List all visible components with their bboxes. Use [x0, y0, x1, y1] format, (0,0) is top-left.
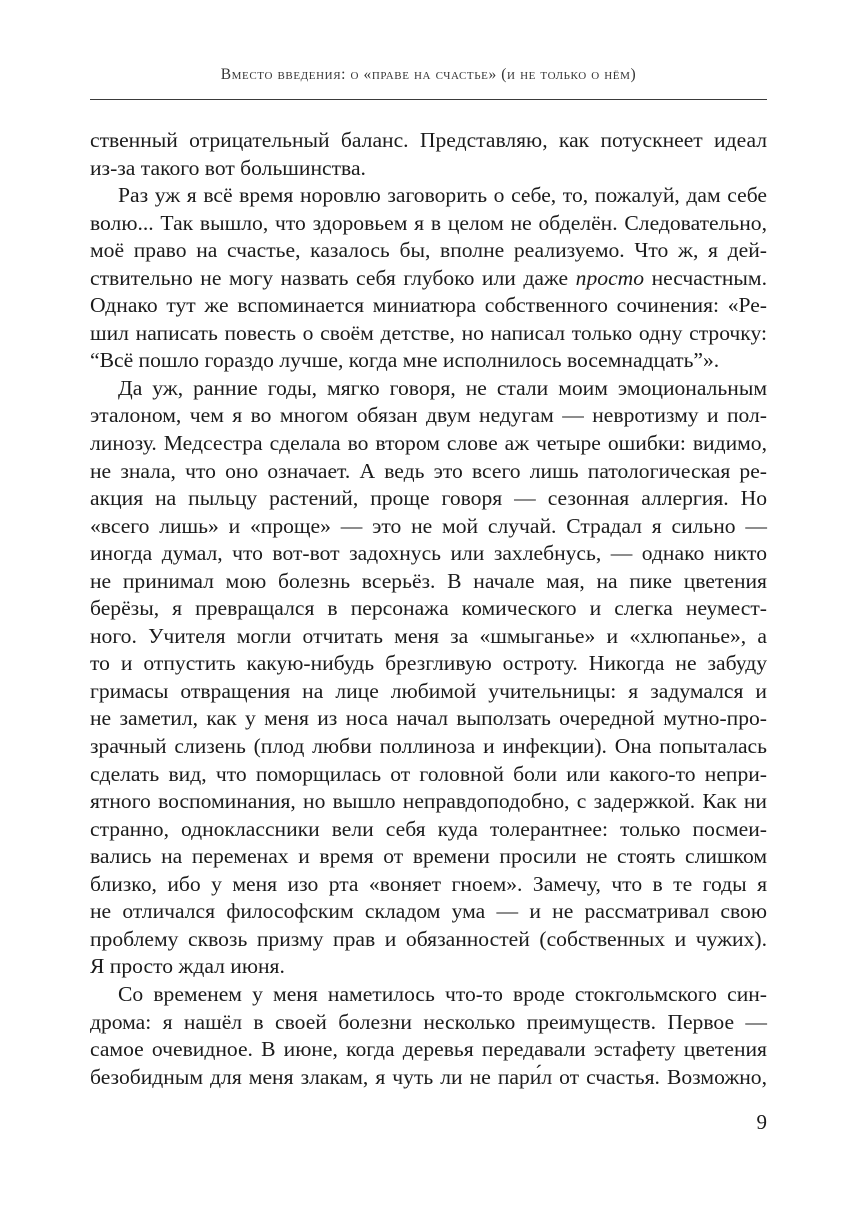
text-line: сделать вид, что поморщилась от головной боли или какого-то непри-: [90, 761, 767, 786]
text-line: то и отпустить какую-нибудь брезгливую остроту. Никогда не забуду: [90, 651, 767, 676]
body-text: [90, 127, 767, 1091]
text-line: моё право на счастье, казалось бы, вполне реализуемо. Что ж, я дей-: [90, 238, 767, 263]
text-line: близко, ибо у меня изо рта «воняет гноем». Замечу, что в те годы я: [90, 871, 767, 896]
text-line: ного. Учителя могли отчитать меня за «шмыганье» и «хлюпанье», а: [90, 623, 767, 648]
header-rule: [90, 99, 767, 100]
text-line: вались на переменах и время от времени просили не стоять слишком: [90, 844, 767, 869]
text-line: странно, одноклассники вели себя куда толерантнее: только посмеи-: [90, 816, 767, 841]
text-line: “Всё пошло гораздо лучше, когда мне исполнилось восемнадцать”».: [90, 348, 720, 373]
emphasis-word: просто: [575, 265, 645, 290]
text-line: самое очевидное. В июне, когда деревья передавали эстафету цветения: [90, 1037, 767, 1062]
text-line: гримасы отвращения на лице любимой учительницы: я задумался и: [90, 678, 767, 703]
text-line: берёзы, я превращался в персонажа комического и слегка неумест-: [90, 596, 767, 621]
text-line: ственный отрицательный баланс. Представляю, как потускнеет идеал: [90, 128, 767, 152]
text-line: проблему сквозь призму прав и обязанностей (собственных и чужих).: [90, 926, 767, 951]
text-segment: ствительно не могу назвать себя глубоко или даже: [90, 265, 576, 290]
text-line: Я просто ждал июня.: [90, 954, 285, 979]
text-line: безобидным для меня злакам, я чуть ли не пари́л от счастья. Возможно,: [90, 1064, 767, 1089]
text-line: не отличался философским складом ума — и не рассматривал свою: [90, 899, 767, 924]
text-line: Со временем у меня наметилось что-то вроде стокгольмского син-: [118, 981, 767, 1006]
page-number: 9: [756, 1110, 767, 1134]
text-line: Да уж, ранние годы, мягко говоря, не стали моим эмоциональным: [118, 375, 767, 400]
text-line: из-за такого вот большинства.: [90, 155, 366, 180]
text-line: зрачный слизень (плод любви поллиноза и инфекции). Она попыталась: [90, 734, 767, 759]
text-line: акция на пыльцу растений, проще говоря — сезонная аллергия. Но: [90, 486, 767, 511]
text-line: эталоном, чем я во многом обязан двум недугам — невротизму и пол-: [90, 403, 767, 428]
text-line: ятного воспоминания, но вышло неправдоподобно, с задержкой. Как ни: [90, 789, 767, 814]
text-line: Однако тут же вспоминается миниатюра собственного сочинения: «Ре-: [90, 293, 767, 318]
text-line: линозу. Медсестра сделала во втором слове аж четыре ошибки: видимо,: [90, 431, 767, 456]
text-line-with-emphasis: [90, 265, 767, 293]
text-line: иногда думал, что вот-вот задохнусь или захлебнусь, — однако никто: [90, 541, 767, 566]
text-line: Раз уж я всё время норовлю заговорить о себе, то, пожалуй, дам себе: [118, 183, 767, 208]
text-line: волю... Так вышло, что здоровьем я в целом не обделён. Следовательно,: [90, 210, 767, 235]
text-line: не заметил, как у меня из носа начал выползать очередной мутно-про-: [90, 706, 767, 731]
text-line: шил написать повесть о своём детстве, но написал только одну строчку:: [90, 320, 767, 345]
text-line: дрома: я нашёл в своей болезни несколько преимуществ. Первое —: [90, 1009, 767, 1034]
text-line: «всего лишь» и «проще» — это не мой случай. Страдал я сильно —: [90, 513, 767, 538]
text-line: не принимал мою болезнь всерьёз. В начале мая, на пике цветения: [90, 568, 767, 593]
text-line: не знала, что оно означает. А ведь это всего лишь патологическая ре-: [90, 458, 767, 483]
running-head: Вместо введения: о «праве на счастье» (и не только о нём): [220, 66, 637, 83]
text-segment: несчастным.: [644, 265, 767, 290]
